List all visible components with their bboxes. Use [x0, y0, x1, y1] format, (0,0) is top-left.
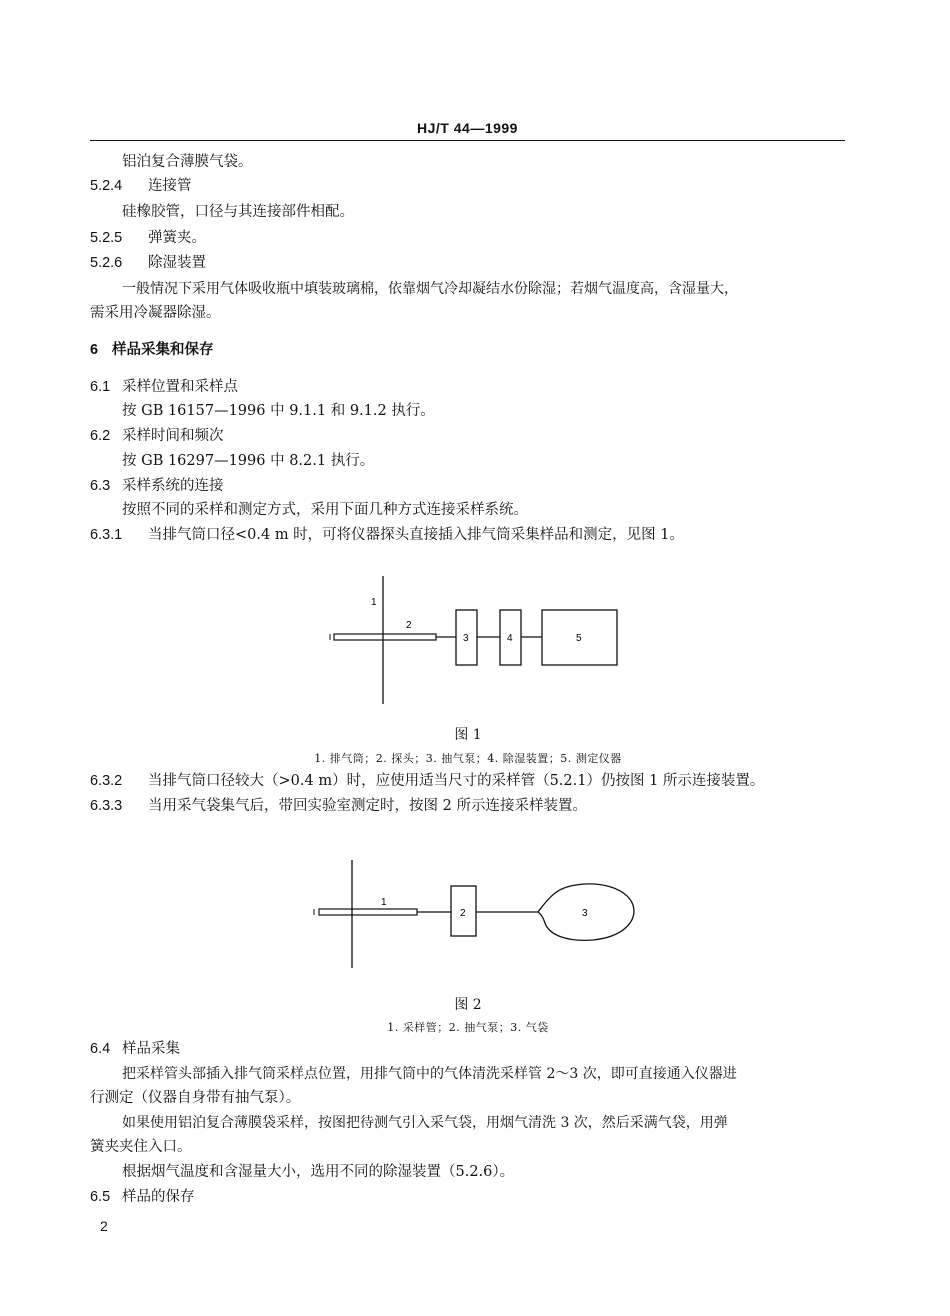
section-number: 6.3 [90, 478, 111, 494]
section-number: 5.2.6 [90, 255, 123, 271]
label-1: 1 [371, 597, 377, 608]
page-number: 2 [100, 1218, 108, 1234]
section-text: 当排气筒口径<0.4 m 时，可将仪器探头直接插入排气筒采集样品和测定，见图 1。 [148, 527, 685, 543]
section-6-3-3 [90, 796, 587, 816]
figure-2-legend: 1. 采样管；2. 抽气泵；3. 气袋 [387, 1021, 549, 1034]
figure-2-diagram [305, 855, 645, 973]
section-6-4 [90, 1039, 180, 1059]
section-6-2 [90, 426, 224, 446]
section-title: 样品采集 [122, 1041, 180, 1057]
section-6-3-1 [90, 525, 684, 545]
section-title: 除湿装置 [148, 255, 206, 271]
section-title: 样品的保存 [122, 1189, 195, 1205]
section-title: 采样系统的连接 [122, 478, 224, 494]
section-text: 当排气筒口径较大（>0.4 m）时，应使用适当尺寸的采样管（5.2.1）仍按图 1 所示连接装置。 [148, 773, 765, 789]
section-number: 6.3.3 [90, 798, 123, 814]
section-number: 5.2.5 [90, 230, 123, 246]
text-line: 把采样管头部插入排气筒采样点位置，用排气筒中的气体清洗采样管 2～3 次，即可直接通入仪器进 [122, 1066, 737, 1082]
figure-2-caption: 图 2 [454, 997, 482, 1013]
probe-tube [334, 634, 436, 640]
sampling-tube [319, 909, 417, 915]
section-number: 6 [90, 342, 99, 358]
section-title: 采样时间和频次 [122, 428, 224, 444]
section-6 [90, 340, 214, 360]
section-number: 6.3.1 [90, 527, 123, 543]
section-6-3 [90, 476, 224, 496]
label-2: 2 [406, 620, 412, 631]
standard-code: HJ/T 44—1999 [417, 120, 518, 136]
label-1: 1 [381, 897, 387, 908]
section-title: 弹簧夹。 [148, 230, 206, 246]
text-line: 需采用冷凝器除湿。 [90, 305, 221, 321]
label-2: 2 [460, 908, 466, 919]
label-4: 4 [507, 633, 513, 644]
text-line: 按 GB 16157—1996 中 9.1.1 和 9.1.2 执行。 [122, 403, 435, 419]
text-line: 根据烟气温度和含湿量大小，选用不同的除湿装置（5.2.6）。 [122, 1164, 515, 1180]
figure-1-diagram [320, 570, 630, 710]
section-6-5 [90, 1187, 195, 1207]
section-number: 6.3.2 [90, 773, 123, 789]
section-number: 6.1 [90, 379, 111, 395]
text-line: 一般情况下采用气体吸收瓶中填装玻璃棉，依靠烟气冷却凝结水份除湿；若烟气温度高，含湿量大， [122, 281, 738, 297]
text-line: 行测定（仪器自身带有抽气泵）。 [90, 1090, 301, 1106]
section-title: 采样位置和采样点 [122, 379, 238, 395]
section-5-2-6 [90, 253, 206, 273]
section-number: 6.2 [90, 428, 111, 444]
text-line: 如果使用铝泊复合薄膜袋采样，按图把待测气引入采气袋，用烟气清洗 3 次，然后采满气袋，用弹 [122, 1115, 728, 1131]
label-5: 5 [576, 633, 582, 644]
section-5-2-4 [90, 176, 192, 196]
section-title: 连接管 [148, 178, 192, 194]
text-line: 硅橡胶管，口径与其连接部件相配。 [122, 204, 354, 220]
section-number: 6.5 [90, 1189, 111, 1205]
section-5-2-5 [90, 228, 206, 248]
figure-1-caption: 图 1 [454, 727, 482, 743]
label-3: 3 [582, 908, 588, 919]
text-line: 按 GB 16297—1996 中 8.2.1 执行。 [122, 453, 375, 469]
text-line: 按照不同的采样和测定方式，采用下面几种方式连接采样系统。 [122, 502, 528, 518]
label-3: 3 [463, 633, 469, 644]
text-line: 铝泊复合薄膜气袋。 [122, 154, 253, 170]
section-6-3-2 [90, 771, 764, 791]
page-header [90, 118, 845, 141]
figure-1-legend: 1. 排气筒；2. 探头；3. 抽气泵；4. 除湿装置；5. 测定仪器 [314, 752, 622, 765]
section-text: 当用采气袋集气后，带回实验室测定时，按图 2 所示连接采样装置。 [148, 798, 587, 814]
section-number: 6.4 [90, 1041, 111, 1057]
section-6-1 [90, 377, 238, 397]
section-number: 5.2.4 [90, 178, 123, 194]
text-line: 簧夹夹住入口。 [90, 1139, 192, 1155]
section-title: 样品采集和保存 [112, 341, 214, 358]
